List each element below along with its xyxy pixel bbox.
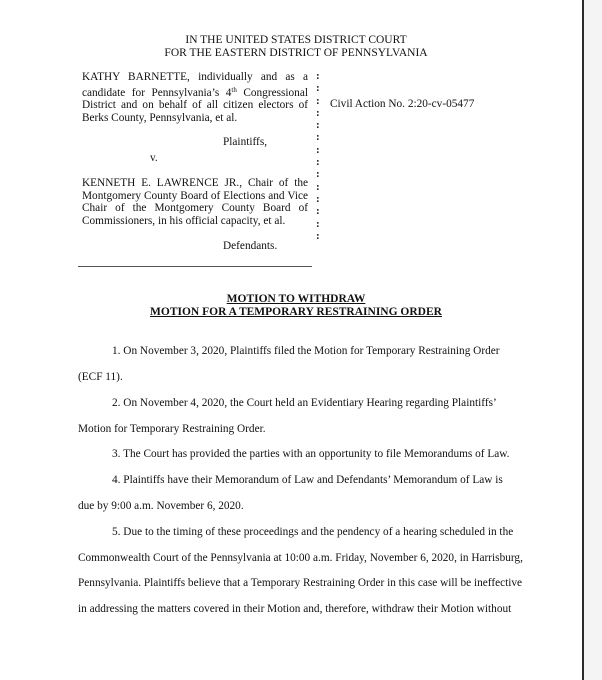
paragraph-1-cont: (ECF 11). bbox=[78, 371, 123, 383]
caption-divider bbox=[78, 266, 312, 267]
defendants-role: Defendants. bbox=[223, 240, 278, 252]
motion-subtitle: MOTION FOR A TEMPORARY RESTRAINING ORDER bbox=[150, 306, 442, 318]
plaintiff-sup: th bbox=[231, 85, 237, 94]
motion-title: MOTION TO WITHDRAW bbox=[226, 293, 366, 305]
paragraph-5-line4: in addressing the matters covered in their Motion and, therefore, withdraw their Motion without bbox=[78, 603, 512, 615]
civil-action-number: Civil Action No. 2:20-cv-05477 bbox=[330, 98, 475, 110]
plaintiff-text-b: Congressional District and on behalf of all citizen electors of Berks County, Pennsylvania, et al. bbox=[82, 86, 308, 125]
court-name: IN THE UNITED STATES DISTRICT COURT bbox=[185, 34, 407, 46]
paragraph-5: 5. Due to the timing of these proceedings and the pendency of a hearing scheduled in the bbox=[112, 526, 514, 538]
defendant-caption: KENNETH E. LAWRENCE JR., Chair of the Montgomery County Board of Elections and Vice Chair of the Montgomery County Board of Commissioners, in his official capacity, et al. bbox=[82, 177, 308, 228]
plaintiffs-role: Plaintiffs, bbox=[223, 136, 268, 148]
plaintiff-text-a: KATHY BARNETTE, individually and as a candidate for Pennsylvania’s 4 bbox=[82, 71, 308, 99]
paragraph-5-line2: Commonwealth Court of the Pennsylvania at 10:00 a.m. Friday, November 6, 2020, in Harrisburg, bbox=[78, 552, 523, 564]
page-margin bbox=[584, 0, 602, 680]
paragraph-5-line3: Pennsylvania. Plaintiffs believe that a Temporary Restraining Order in this case will be ineffective bbox=[78, 577, 523, 589]
court-district: FOR THE EASTERN DISTRICT OF PENNSYLVANIA bbox=[164, 47, 428, 59]
paragraph-4: 4. Plaintiffs have their Memorandum of Law and Defendants’ Memorandum of Law is bbox=[112, 474, 503, 486]
paragraph-2-cont: Motion for Temporary Restraining Order. bbox=[78, 423, 266, 435]
paragraph-3: 3. The Court has provided the parties with an opportunity to file Memorandums of Law. bbox=[112, 448, 510, 460]
paragraph-1: 1. On November 3, 2020, Plaintiffs filed the Motion for Temporary Restraining Order bbox=[112, 345, 500, 357]
plaintiff-caption bbox=[82, 71, 308, 125]
versus: v. bbox=[150, 152, 158, 164]
paragraph-4-cont: due by 9:00 a.m. November 6, 2020. bbox=[78, 500, 244, 512]
caption-colons: : : : : : : : : : : : : : : bbox=[316, 70, 320, 242]
paragraph-2: 2. On November 4, 2020, the Court held an Evidentiary Hearing regarding Plaintiffs’ bbox=[112, 397, 497, 409]
court-heading bbox=[0, 34, 592, 60]
